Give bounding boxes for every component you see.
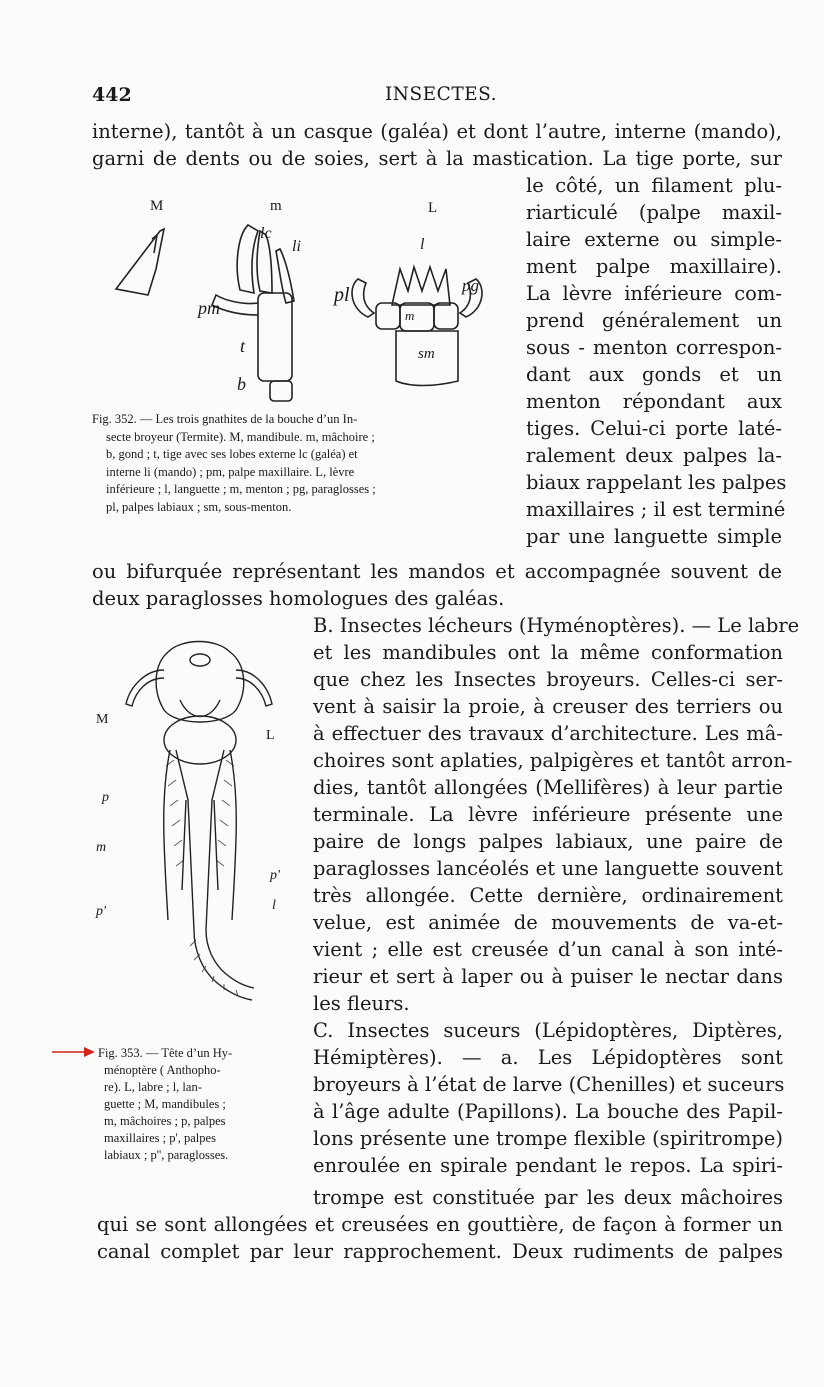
text-line: à l’âge adulte (Papillons). La bouche des Papil- xyxy=(313,1100,783,1123)
figure-label: li xyxy=(292,238,301,255)
text-line: rieur et sert à laper ou à puiser le nectar dans xyxy=(313,965,783,988)
text-line: menton répondant aux xyxy=(526,390,782,413)
text-line: ment palpe maxillaire). xyxy=(526,255,782,278)
figure-label: b xyxy=(237,374,246,394)
caption-line: re). L, labre ; l, lan- xyxy=(104,1080,202,1094)
text-line: dant aux gonds et un xyxy=(526,363,782,386)
figure-label: t xyxy=(240,336,246,356)
figure-label: l xyxy=(272,898,276,913)
figure-label: l xyxy=(420,236,425,253)
text-line: paire de longs palpes labiaux, une paire de xyxy=(313,830,783,853)
text-line: interne), tantôt à un casque (galéa) et dont l’autre, interne (mando), xyxy=(92,120,782,143)
figure-label: M xyxy=(150,198,164,214)
text-line: très allongée. Cette dernière, ordinairement xyxy=(313,884,783,907)
caption-line: labiaux ; p'', paraglosses. xyxy=(104,1148,229,1162)
figure-label: L xyxy=(266,728,275,743)
figure-label: L xyxy=(428,200,438,216)
caption-line: b, gond ; t, tige avec ses lobes externe lc (galéa) et xyxy=(106,447,358,461)
caption-line: maxillaires ; p', palpes xyxy=(104,1131,216,1145)
figure-label: m xyxy=(270,198,282,214)
text-line: enroulée en spirale pendant le repos. La spiri- xyxy=(313,1154,783,1177)
text-line: C. Insectes suceurs (Lépidoptères, Diptères, xyxy=(313,1019,783,1042)
text-line: vient ; elle est creusée d’un canal à son inté- xyxy=(313,938,783,961)
text-line: garni de dents ou de soies, sert à la mastication. La tige porte, sur xyxy=(92,147,782,170)
text-line: lons présente une trompe flexible (spiritrompe) xyxy=(313,1127,783,1150)
caption-line: m, mâchoires ; p, palpes xyxy=(104,1114,226,1128)
figure-352-caption xyxy=(92,411,376,516)
text-line: que chez les Insectes broyeurs. Celles-ci ser- xyxy=(313,668,783,691)
text-line: le côté, un filament plu- xyxy=(526,174,782,197)
text-line: riarticulé (palpe maxil- xyxy=(526,201,782,224)
figure-label: sm xyxy=(418,346,435,362)
text-line: vent à saisir la proie, à creuser des terriers ou xyxy=(313,695,783,718)
red-arrow-icon xyxy=(52,1044,96,1063)
text-line: ou bifurquée représentant les mandos et accompagnée souvent de xyxy=(92,560,782,583)
text-line: laire externe ou simple- xyxy=(526,228,782,251)
caption-line: guette ; M, mandibules ; xyxy=(104,1097,226,1111)
running-title: INSECTES. xyxy=(385,84,498,105)
page-number: 442 xyxy=(92,84,132,106)
figure-353-drawing xyxy=(90,630,300,1025)
text-line: qui se sont allongées et creusées en gouttière, de façon à former un xyxy=(97,1213,783,1236)
text-line: dies, tantôt allongées (Mellifères) à leur partie xyxy=(313,776,783,799)
text-line: paraglosses lancéolés et une languette souvent xyxy=(313,857,783,880)
text-line: broyeurs à l’état de larve (Chenilles) et suceurs xyxy=(313,1073,785,1096)
text-line: par une languette simple xyxy=(526,525,782,548)
caption-line: ménoptère ( Anthopho- xyxy=(104,1063,221,1077)
text-line: biaux rappelant les palpes xyxy=(526,471,787,494)
caption-line: pl, palpes labiaux ; sm, sous-menton. xyxy=(106,499,292,514)
text-line: velue, est animée de mouvements de va-et- xyxy=(313,911,783,934)
figure-label: pl xyxy=(334,284,350,306)
text-line: et les mandibules ont la même conformation xyxy=(313,641,783,664)
text-line: deux paraglosses homologues des galéas. xyxy=(92,587,505,610)
figure-label: m xyxy=(96,840,107,855)
text-line: à effectuer des travaux d’architecture. Les mâ- xyxy=(313,722,783,745)
text-line: canal complet par leur rapprochement. Deux rudiments de palpes xyxy=(97,1240,783,1263)
text-line: La lèvre inférieure com- xyxy=(526,282,782,305)
figure-label: lc xyxy=(260,225,272,242)
figure-label: p' xyxy=(270,868,280,883)
caption-line: inférieure ; l, languette ; m, menton ; pg, paraglosses ; xyxy=(106,482,376,496)
text-line: maxillaires ; il est terminé xyxy=(526,498,786,521)
figure-label: pg xyxy=(462,276,479,295)
text-line: tiges. Celui-ci porte laté- xyxy=(526,417,782,440)
text-line: ralement deux palpes la- xyxy=(526,444,782,467)
text-line: sous - menton correspon- xyxy=(526,336,782,359)
figure-label: M xyxy=(96,712,109,727)
figure-label: p' xyxy=(96,904,106,919)
caption-line: Fig. 352. — Les trois gnathites de la bouche d’un In- xyxy=(92,412,358,426)
figure-352-drawing xyxy=(100,195,520,415)
text-line: choires sont aplaties, palpigères et tantôt arron- xyxy=(313,749,793,772)
text-line: Hémiptères). — a. Les Lépidoptères sont xyxy=(313,1046,783,1069)
figure-label: pm xyxy=(198,298,220,318)
text-line: prend généralement un xyxy=(526,309,782,332)
labium-shape xyxy=(352,279,374,317)
text-line: terminale. La lèvre inférieure présente une xyxy=(313,803,783,826)
caption-line: interne li (mando) ; pm, palpe maxillaire. L, lèvre xyxy=(106,464,355,479)
text-line: trompe est constituée par les deux mâchoires xyxy=(313,1186,783,1209)
caption-line: Fig. 353. — Tête d’un Hy- xyxy=(98,1046,233,1060)
figure-label: p xyxy=(102,790,109,805)
figure-label: m xyxy=(405,308,415,323)
figure-353-caption xyxy=(98,1045,232,1164)
text-line: B. Insectes lécheurs (Hyménoptères). — Le labre xyxy=(313,614,800,637)
caption-line: secte broyeur (Termite). M, mandibule. m, mâchoire ; xyxy=(106,429,375,444)
maxilla-shape xyxy=(237,225,258,293)
text-line: les fleurs. xyxy=(313,992,410,1015)
